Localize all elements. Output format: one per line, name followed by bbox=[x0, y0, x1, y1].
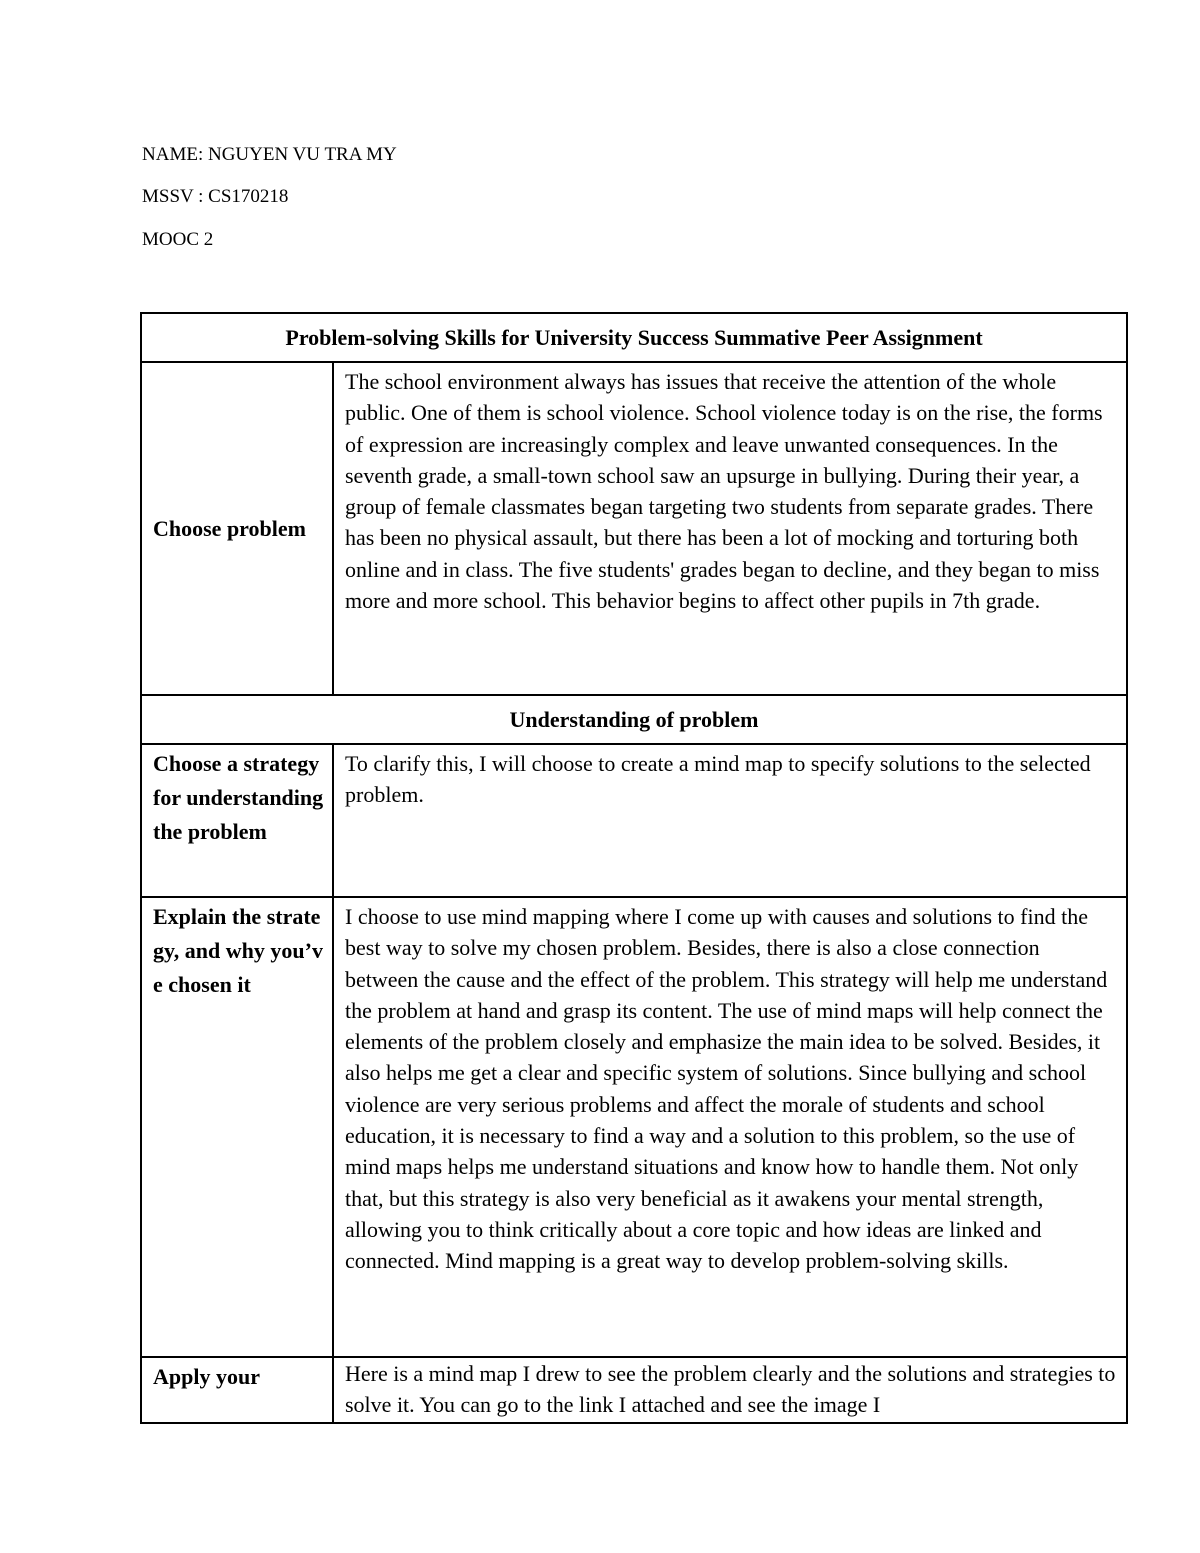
assignment-table bbox=[140, 312, 1128, 1424]
strategy-content: To clarify this, I will choose to create a mind map to specify solutions to the selected problem. bbox=[333, 744, 1127, 897]
explain-content: I choose to use mind mapping where I come up with causes and solutions to find the best way to solve my chosen problem. Besides, there is also a close connection between the cause and the effect of the problem. This strategy will help me understand the problem at hand and grasp its content. The use of mind maps will help connect the elements of the problem closely and emphasize the main idea to be solved. Besides, it also helps me get a clear and specific system of solutions. Since bullying and school violence are very serious problems and affect the morale of students and school education, it is necessary to find a way and a solution to this problem, so the use of mind maps helps me understand situations and know how to handle them. Not only that, but this strategy is also very beneficial as it awakens your mental strength, allowing you to think critically about a core topic and how ideas are linked and connected. Mind mapping is a great way to develop problem-solving skills. bbox=[333, 897, 1127, 1357]
choose-problem-label: Choose problem bbox=[141, 362, 333, 695]
strategy-label: Choose a strategy for understanding the problem bbox=[141, 744, 333, 897]
student-name: NAME: NGUYEN VU TRA MY bbox=[142, 144, 397, 165]
choose-problem-content: The school environment always has issues that receive the attention of the whole public. One of them is school violence. School violence today is on the rise, the forms of expression are increasingly complex and leave unwanted consequences. In the seventh grade, a small-town school saw an upsurge in bullying. During their year, a group of female classmates began targeting two students from separate grades. There has been no physical assault, but there has been a lot of mocking and torturing both online and in class. The five students' grades began to decline, and they began to miss more and more school. This behavior begins to affect other pupils in 7th grade. bbox=[333, 362, 1127, 695]
table-row bbox=[141, 897, 1127, 1357]
explain-label: Explain the strategy, and why you’ve chosen it bbox=[141, 897, 333, 1357]
table-title-row bbox=[141, 313, 1127, 362]
table-row bbox=[141, 362, 1127, 695]
section-header-row bbox=[141, 695, 1127, 744]
assignment-title: Problem-solving Skills for University Success Summative Peer Assignment bbox=[141, 313, 1127, 362]
table-row bbox=[141, 744, 1127, 897]
apply-content bbox=[333, 1357, 1127, 1423]
table-row bbox=[141, 1357, 1127, 1423]
apply-content-text: Here is a mind map I drew to see the problem clearly and the solutions and strategies to solve it. You can go to the link I attached and see the image I bbox=[345, 1361, 1116, 1418]
section-understanding: Understanding of problem bbox=[141, 695, 1127, 744]
apply-label-text: Apply your bbox=[153, 1364, 260, 1389]
student-id: MSSV : CS170218 bbox=[142, 186, 289, 207]
course-label: MOOC 2 bbox=[142, 229, 214, 250]
apply-label bbox=[141, 1357, 333, 1423]
